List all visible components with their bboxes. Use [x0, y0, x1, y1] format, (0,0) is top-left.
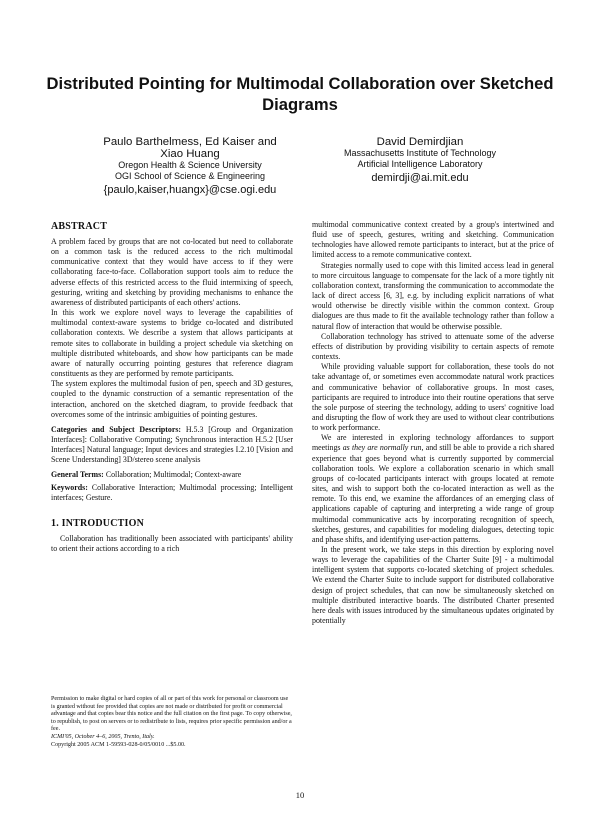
author-affiliation-line: Oregon Health & Science University [118, 160, 262, 170]
body-text: , and still be able to provide a rich shared experience that goes beyond what is currently supported by commercial collaboration tools. We explore a collaboration scenario in which small groups of co-located participants interact with groups located at remote sites, and wish to support both the co-located interaction as well as the remote. To this end, we examine the affordances of an emerging class of applications capable of capturing and interpreting a wide range of group multimodal communicative acts by incorporating recognition of speech, sketches, gestures, and capabilities for modeling dialogues, detecting topic and phase shifts, and identifying user-action patterns. [312, 443, 555, 544]
author-affiliation-line: Artificial Intelligence Laboratory [357, 158, 483, 169]
page-number: 10 [295, 790, 305, 800]
general-terms-label: General Terms: [51, 470, 104, 480]
author-email: demirdji@ai.mit.edu [371, 172, 469, 184]
author-affiliation-line: OGI School of Science & Engineering [114, 170, 266, 181]
paper-title: Distributed Pointing for Multimodal Collaboration over Sketched Diagrams [46, 74, 554, 114]
keywords-label: Keywords: [51, 482, 88, 492]
categories-label: Categories and Subject Descriptors: [51, 424, 182, 434]
categories-text: H.5.3 [Group and Organization Interfaces]: Collaborative Computing; Synchronous interaction H.5.2 [User Interfaces] Natural language; Input devices and strategies I.2.10 [Vision and Scene Understanding] 3D/stereo scene analysis [51, 424, 293, 465]
general-terms [51, 470, 293, 480]
permission-footnote [51, 696, 293, 749]
abstract-paragraph: A problem faced by groups that are not co-located but need to collaborate on a common task is the reduced access to the rich multimodal communicative context that they would have access to if they were collaborating face-to-face. Collaboration support tools aim to reduce the adverse effects of this restricted access to the fluid intermixing of speech, gesturing, writing and sketching by providing mechanisms to enhance the awareness of distributed participants of each others' actions. [51, 237, 293, 307]
author-affiliation-line: Massachusetts Institute of Technology [344, 148, 496, 158]
abstract-paragraph: In this work we explore novel ways to leverage the capabilities of multimodal context-aware systems to bridge co-located and distributed collaboration contexts. We describe a system that allows participants at remote sites to collaborate in building a project schedule via sketching on multiple distributed whiteboards, and show how participants can be made aware of naturally occurring pointing gestures that reference diagram constituents as they are performed by remote participants. [51, 308, 293, 379]
introduction-heading: 1. INTRODUCTION [51, 517, 145, 529]
keywords [51, 483, 293, 503]
body-paragraph [312, 433, 554, 545]
author-email: {paulo,kaiser,huangx}@cse.ogi.edu [103, 184, 277, 196]
body-paragraph: In the present work, we take steps in this direction by exploring novel ways to leverage the capabilities of the Charter Suite [9] - a multimodal intelligent system that supports co-located sketching of project schedules. We extend the Charter Suite to include support for distributed collaborative design of project schedules, that can now be simultaneously sketched on multiple distributed interactive boards. The distributed Charter presented here deals with issues introduced by the simultaneous updates originated by potentially [312, 545, 554, 626]
body-paragraph: While providing valuable support for collaboration, these tools do not take advantage of, or sometimes even accommodate natural work practices and communicative behavior of collaborative groups. In most cases, participants are required to introduce into their routine operations that serve the sole purpose of steering the technology, adding to users' cognitive load and disrupting the flow of work they are used to without clear contributions to work performance. [312, 362, 554, 433]
copyright-line: Copyright 2005 ACM 1-59593-028-0/05/0010 ...$5.00. [51, 741, 186, 748]
body-emphasis: as they are normally run [342, 443, 422, 453]
general-terms-text: Collaboration; Multimodal; Context-aware [105, 470, 242, 480]
venue-line: ICMI'05, October 4–6, 2005, Trento, Italy. [51, 733, 155, 740]
author-names: David Demirdjian [376, 136, 464, 148]
keywords-text: Collaborative Interaction; Multimodal processing; Intelligent interfaces; Gesture. [51, 482, 293, 502]
body-paragraph: multimodal communicative context created by a group's intertwined and fluid use of speech, gestures, writing and sketching. Communication technologies have allowed remote participants to interact, but at the price of limited access to a remote communicative context. [312, 220, 554, 260]
body-paragraph: Collaboration technology has strived to attenuate some of the adverse effects of distribution by providing visibility to certain aspects of remote contexts. [312, 331, 554, 362]
author-names: Paulo Barthelmess, Ed Kaiser and Xiao Huang [103, 136, 277, 160]
permission-notice: Permission to make digital or hard copies of all or part of this work for personal or classroom use is granted without fee provided that copies are not made or distributed for profit or commercial advantage and that copies bear this notice and the full citation on the first page. To copy otherwise, to republish, to post on servers or to redistribute to lists, requires prior specific permission and/or a fee. [51, 696, 292, 733]
author-block-1 [80, 136, 300, 197]
categories-descriptors [51, 425, 293, 466]
introduction-paragraph: Collaboration has traditionally been associated with participants' ability to orient their actions according to a rich [51, 533, 293, 554]
abstract-heading: ABSTRACT [51, 221, 108, 232]
abstract-paragraph: The system explores the multimodal fusion of pen, speech and 3D gestures, coupled to the dynamic construction of a semantic representation of the interaction, anchored on the sketched diagram, to provide feedback that overcomes some of the intrinsic ambiguities of pointing gestures. [51, 379, 293, 419]
author-block-2 [320, 136, 520, 185]
body-text: We are interested in exploring technology affordances to support meetings [312, 433, 554, 453]
body-paragraph: Strategies normally used to cope with this limited access lead in general to more circuitous language to compensate for the lack of a more tightly nit collaboration context, transforming the communication to accommodate the lack of direct access [6, 3], e.g. by including explicit narrations of what would otherwise be directly visible within the common context. Group dialogues are thus made to fit the available technology rather than follow a natural flow of interaction that would be otherwise possible. [312, 260, 554, 331]
right-column [312, 220, 554, 626]
left-column [51, 221, 293, 554]
